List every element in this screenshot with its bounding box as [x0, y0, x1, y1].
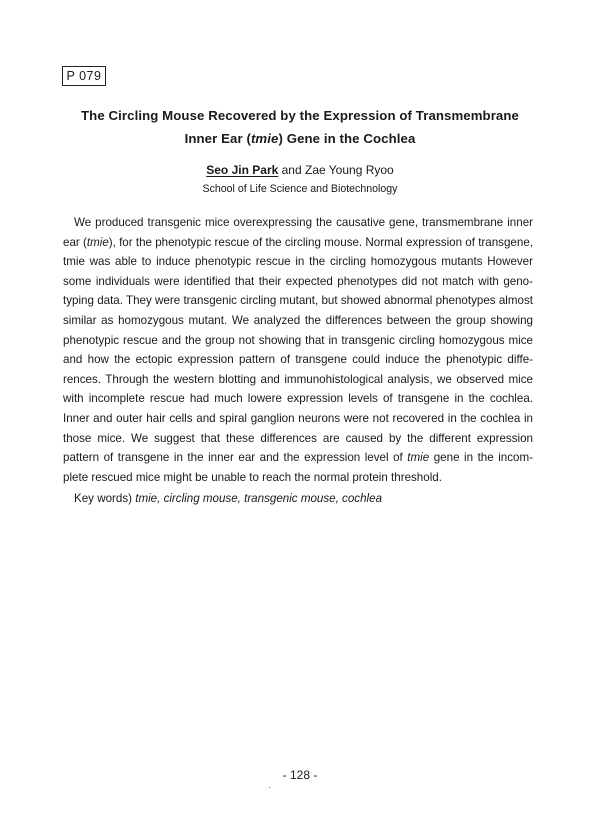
abstract-part-2: ), for the phenotypic rescue of the circling mouse. Normal expression of transgene, tmie was able to induce phenotypic rescue in the circling homozygous mutants However some individuals were identified that their expected phenotypes did not match with geno-typing data. They were transgenic circling mutant, but showed abnormal phenotypes almost similar as homozygous mutant. We analyzed the differences between the group showing phenotypic rescue and the group not showing that in transgenic circling homozygous mice and how the ectopic expression pattern of transgene could induce the phenotypic diffe-rences. Through the western blotting and immunohistological analysis, we observed mice with incomplete rescue had much lowere expression levels of transgene in the cochlea. Inner and outer hair cells and spiral ganglion neurons were not recovered in the cochlea in those mice. We suggest that these differences are caused by the different expression pattern of transgene in the inner ear and the expression level of [63, 235, 533, 465]
poster-id-box: P 079 [62, 66, 106, 86]
abstract-part-1: We produced transgenic mice overexpressing the causative gene, transmembrane inner ear ( [63, 216, 533, 249]
abstract-title [60, 104, 540, 150]
keywords-list: tmie, circling mouse, transgenic mouse, cochlea [135, 492, 383, 505]
page-number: - 128 - [282, 768, 318, 782]
title-line-2-post: ) Gene in the Cochlea [278, 131, 416, 146]
presenting-author: Seo Jin Park [206, 163, 279, 177]
scan-speck [269, 787, 270, 788]
abstract-gene-1: tmie [86, 235, 109, 249]
abstract-gene-2: tmie [407, 451, 430, 465]
keywords-label: Key words) [74, 492, 136, 505]
keywords [74, 491, 534, 507]
affiliation: School of Life Science and Biotechnology [202, 183, 398, 195]
co-authors: and Zae Young Ryoo [278, 163, 394, 177]
title-gene-name: tmie [250, 131, 279, 146]
abstract-part-3: gene in the incom-plete rescued mice might be unable to reach the normal protein threshold. [63, 451, 534, 484]
abstract-body [63, 213, 533, 487]
authors [60, 162, 540, 178]
title-line-2-pre: Inner Ear ( [184, 131, 251, 146]
title-line-1: The Circling Mouse Recovered by the Expression of Transmembrane [81, 108, 519, 123]
